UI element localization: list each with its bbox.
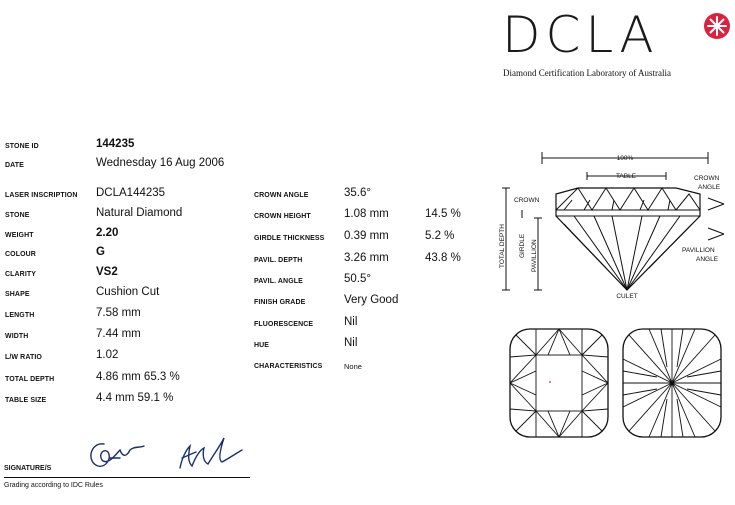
mid-field-label: FINISH GRADE (254, 299, 306, 306)
signature-label: SIGNATURE/S (4, 465, 52, 472)
grading-note: Grading according to IDC Rules (4, 482, 103, 489)
pavillion-angle-label-1: PAVILLION (682, 247, 715, 254)
mid-field-value: Very Good (344, 294, 399, 306)
mid-field-label: GIRDLE THICKNESS (254, 235, 325, 242)
left-field-label: TABLE SIZE (5, 397, 47, 404)
left-field-value: Natural Diamond (96, 207, 183, 219)
mid-field-value: Nil (344, 316, 358, 328)
left-field-value: 144235 (96, 138, 135, 150)
mid-field-value: Nil (344, 337, 358, 349)
pavillion-angle-label-2: ANGLE (696, 256, 719, 263)
signature-line (4, 477, 250, 478)
mid-field-label: CHARACTERISTICS (254, 363, 323, 370)
table-label: TABLE (615, 173, 637, 180)
diamond-profile-diagram (494, 148, 734, 303)
left-field-value: Wednesday 16 Aug 2006 (96, 157, 225, 169)
left-field-value: 4.86 mm 65.3 % (96, 371, 180, 383)
mid-field-percent: 14.5 % (425, 208, 461, 220)
mid-field-label: HUE (254, 342, 270, 349)
mid-field-label: PAVIL. ANGLE (254, 278, 303, 285)
left-field-label: WEIGHT (5, 232, 34, 239)
mid-field-value: 50.5° (344, 273, 371, 285)
left-field-value: Cushion Cut (96, 286, 160, 298)
left-field-label: LASER INSCRIPTION (5, 192, 78, 199)
left-field-label: LENGTH (5, 312, 35, 319)
left-field-label: CLARITY (5, 271, 37, 278)
left-field-label: COLOUR (5, 251, 36, 258)
left-field-value: VS2 (96, 266, 118, 278)
logo-star-icon (703, 12, 731, 40)
mid-field-value: 35.6° (344, 187, 371, 199)
mid-field-label: CROWN ANGLE (254, 192, 309, 199)
left-field-value: 2.20 (96, 227, 119, 239)
left-field-label: SHAPE (5, 291, 30, 298)
left-field-value: 7.58 mm (96, 307, 141, 319)
left-field-label: DATE (5, 162, 24, 169)
cushion-bottom-view-diagram (621, 327, 723, 439)
mid-field-value: None (344, 362, 362, 371)
mid-field-value: 1.08 mm (344, 208, 389, 220)
crown-label: CROWN (514, 197, 540, 204)
left-field-value: 7.44 mm (96, 328, 141, 340)
mid-field-label: FLUORESCENCE (254, 321, 314, 328)
left-field-label: L/W RATIO (5, 354, 42, 361)
left-field-value: G (96, 246, 105, 258)
mid-field-percent: 5.2 % (425, 230, 455, 242)
left-field-value: 4.4 mm 59.1 % (96, 392, 174, 404)
left-field-label: STONE ID (5, 143, 39, 150)
left-field-value: DCLA144235 (96, 187, 166, 199)
culet-label: CULET (616, 293, 638, 300)
left-field-label: WIDTH (5, 333, 29, 340)
total-depth-label: TOTAL DEPTH (499, 224, 506, 268)
left-field-label: STONE (5, 212, 30, 219)
mid-field-label: CROWN HEIGHT (254, 213, 311, 220)
mid-field-label: PAVIL. DEPTH (254, 257, 303, 264)
left-field-value: 1.02 (96, 349, 119, 361)
signature-image (84, 428, 254, 476)
logo-subtitle: Diamond Certification Laboratory of Australia (503, 68, 671, 78)
mid-field-percent: 43.8 % (425, 252, 461, 264)
girdle-label: GIRDLE (519, 233, 526, 258)
cushion-top-view-diagram (508, 327, 610, 439)
crown-angle-label-1: CROWN (694, 175, 720, 182)
dcla-logo: DCLA (502, 6, 659, 64)
mid-field-value: 0.39 mm (344, 230, 389, 242)
pavillion-label: PAVILLION (531, 239, 538, 272)
crown-angle-label-2: ANGLE (698, 184, 721, 191)
width-100-label: 100% (616, 155, 634, 162)
left-field-label: TOTAL DEPTH (5, 376, 55, 383)
mid-field-value: 3.26 mm (344, 252, 389, 264)
